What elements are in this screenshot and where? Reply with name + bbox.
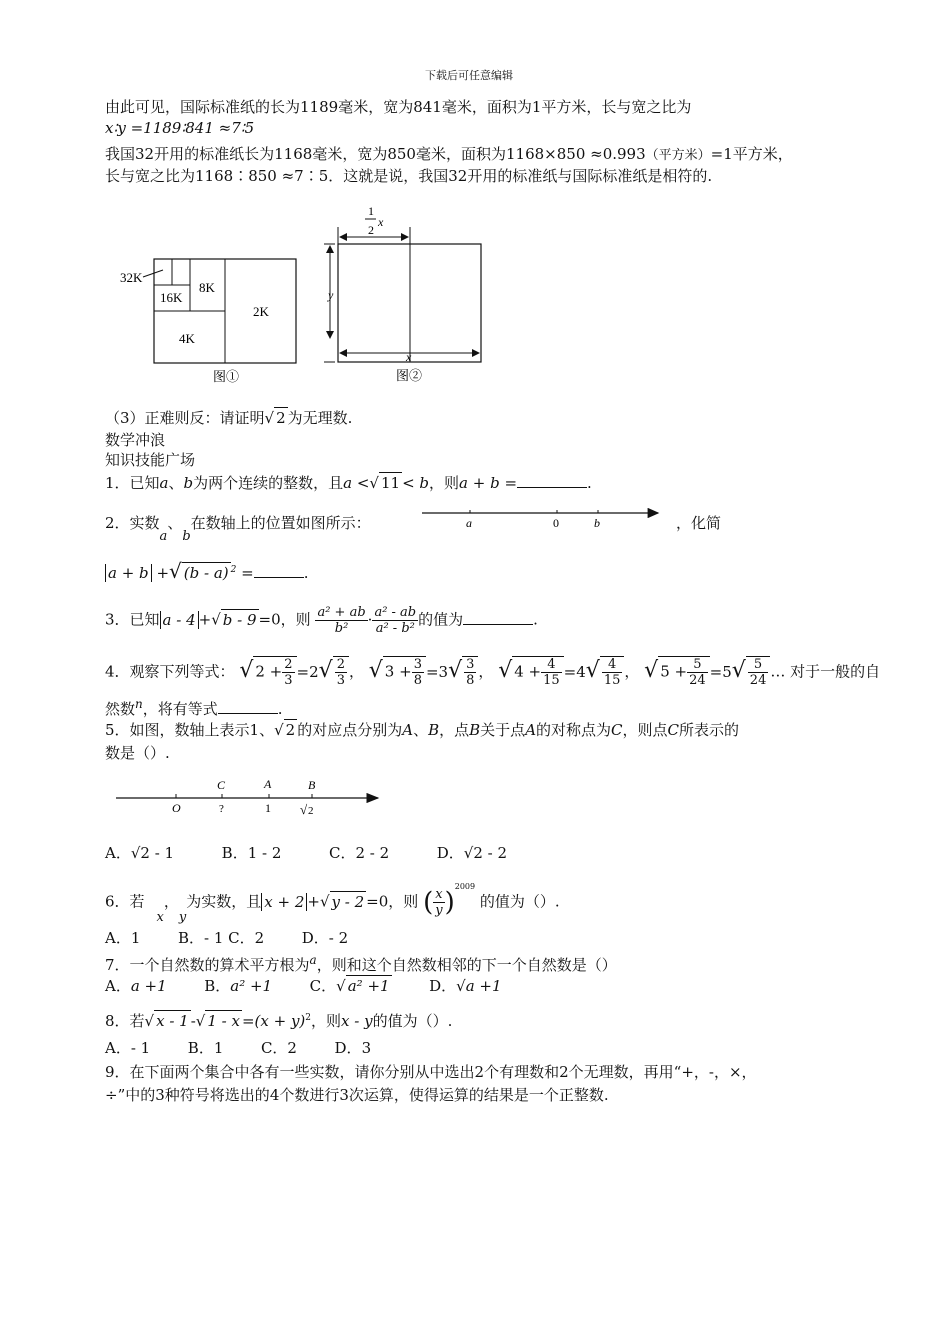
label-16k: 16K [160, 290, 183, 305]
ratio-intl: x∶y =1189∶841 ≈7∶5 [105, 119, 255, 137]
text: 平方米，长与宽之比为 [541, 98, 692, 116]
option-value: 2 [287, 1039, 297, 1057]
label-32k: 32K [120, 270, 143, 285]
option-c[interactable] [261, 1039, 297, 1057]
label-y: y [328, 288, 334, 302]
option-b[interactable] [188, 1039, 224, 1057]
math-expression: x - y [341, 1012, 373, 1030]
question-6 [105, 881, 560, 925]
option-b[interactable] [178, 929, 223, 947]
option-key: A． [105, 977, 131, 995]
option-value: a² +1 [347, 977, 390, 995]
option-key: B． [177, 929, 204, 947]
number: 3 [339, 1086, 349, 1104]
question-2 [105, 513, 371, 544]
question-3 [105, 605, 538, 636]
number: 841 [413, 98, 442, 116]
math-expression: 1168∶850 ≈7∶5 [195, 167, 329, 185]
option-value: 3 [361, 1039, 372, 1057]
sqrt-icon: √ [644, 657, 659, 683]
number: 4 [269, 1086, 280, 1104]
axis-label-a: a [466, 516, 472, 530]
text: . [303, 564, 309, 582]
answer-blank[interactable] [218, 699, 278, 714]
variable: x [156, 909, 164, 925]
option-a[interactable] [105, 844, 174, 862]
option-key: B． [187, 1039, 214, 1057]
option-value: 2 - 1 [140, 844, 175, 862]
equation-3 [498, 657, 624, 688]
radicand: 2 [285, 721, 296, 739]
exponent: 2 [230, 565, 237, 575]
text: 关于点 [480, 721, 526, 739]
sqrt-icon: √ [211, 610, 221, 629]
exponent: 2009 [454, 881, 476, 891]
text: 为无理数. [287, 409, 353, 427]
option-key: B． [204, 977, 231, 995]
text: 长与宽之比为 [105, 167, 196, 185]
label-8k: 8K [199, 280, 215, 295]
text: 毫米，宽为 [312, 145, 388, 163]
text: 为两个连续的整数，且 [193, 474, 344, 492]
text: ， [163, 892, 179, 911]
text: ，则 [280, 610, 311, 629]
text: 所表示的 [679, 721, 740, 739]
text: 我国 [105, 145, 136, 163]
text: 开用的标准纸长为 [154, 145, 275, 163]
equation-4 [644, 657, 770, 688]
option-value: 2 - 2 [473, 844, 508, 862]
option-key: C． [228, 929, 255, 947]
axis-label-zero: 0 [553, 516, 559, 530]
operator: + [198, 610, 212, 629]
text: 个有理数和 [484, 1063, 560, 1081]
denominator: y [435, 903, 443, 918]
axis-label-unknown: ? [219, 803, 224, 815]
variable: b [182, 529, 191, 544]
variable: n [135, 697, 143, 711]
text: 的值为 [418, 610, 464, 629]
option-key: A． [105, 1039, 131, 1057]
text: 的值为（）. [479, 892, 560, 911]
number: 850 [387, 145, 416, 163]
numerator: a² - ab [374, 605, 417, 620]
numerator: 2 [336, 657, 345, 672]
text: . [533, 610, 538, 629]
text: ，则 [429, 474, 460, 492]
fraction [433, 887, 444, 918]
number: 2 [474, 1063, 485, 1081]
number: 32 [448, 167, 468, 185]
variable: C [667, 721, 680, 739]
option-d[interactable] [335, 1039, 372, 1057]
text: 1．已知 [105, 474, 160, 492]
text: 、 [259, 721, 275, 739]
numerator: 5 [748, 657, 769, 673]
text: ，则点 [622, 721, 668, 739]
question-1 [105, 472, 592, 493]
fraction [315, 605, 367, 636]
option-value: 1 [130, 929, 141, 947]
paragraph-intl-paper [105, 97, 691, 117]
radicand: x - 1 [156, 1012, 189, 1030]
variable: y [178, 909, 187, 925]
axis-label-A: A [264, 777, 272, 791]
paragraph-cn-paper-line2 [105, 166, 712, 186]
denominator: 15 [603, 673, 621, 688]
text: ，将有等式 [142, 700, 218, 718]
text: （3）正难则反：请证明 [105, 409, 265, 427]
question-5-line2: 数是（）. [105, 744, 170, 762]
text: ，点 [439, 721, 470, 739]
text: 6．若 [105, 892, 145, 911]
text: ，则和这个自然数相邻的下一个自然数是（） [316, 956, 617, 974]
figure-caption: 图② [396, 368, 423, 383]
option-key: D． [301, 929, 329, 947]
text: . [277, 700, 283, 718]
operator: + [156, 564, 170, 582]
text: . [587, 474, 592, 492]
text: 在数轴上的位置如图所示： [190, 514, 371, 532]
answer-blank[interactable] [254, 563, 304, 578]
option-d[interactable] [429, 977, 501, 995]
question-5 [105, 719, 739, 740]
text: 个数进行 [279, 1086, 340, 1104]
text: 然数 [105, 700, 136, 718]
paragraph-cn-paper-line1 [105, 144, 793, 166]
option-key: D． [334, 1039, 362, 1057]
sqrt-icon: √ [195, 1012, 206, 1030]
denominator: 8 [413, 673, 422, 688]
question-7-options [105, 975, 502, 996]
text: ， [478, 662, 494, 681]
variable: A [402, 721, 414, 739]
option-key: B． [221, 844, 248, 862]
pointer-line [143, 270, 163, 277]
option-d[interactable] [302, 929, 348, 947]
absolute-value: a - 4 [160, 611, 199, 629]
operator: =0 [366, 892, 389, 911]
section-subheading: 知识技能广场 [105, 451, 196, 469]
axis-label-one: 1 [265, 801, 271, 815]
sqrt-icon: √ [731, 657, 746, 683]
numerator: 4 [541, 657, 562, 673]
option-value: - 1 [130, 1039, 151, 1057]
variable: B [469, 721, 481, 739]
option-value: 2 [254, 929, 265, 947]
answer-blank[interactable] [463, 610, 533, 625]
numerator: 3 [413, 657, 422, 672]
sqrt-icon: √ [498, 657, 513, 683]
absolute-value: a + b [105, 564, 152, 582]
text: 8．若 [105, 1012, 145, 1030]
question-2-expression [105, 560, 309, 583]
number: 1 [249, 721, 260, 739]
text: 的对应点分别为 [297, 721, 403, 739]
sqrt-icon: √ [144, 1012, 155, 1030]
text: 种符号将选出的 [164, 1086, 270, 1104]
text: 4．观察下列等式： [105, 662, 235, 681]
text: 由此可见，国际标准纸的长为 [105, 98, 301, 116]
option-key: C． [309, 977, 337, 995]
sqrt-icon: √ [300, 802, 308, 817]
option-d[interactable] [437, 844, 507, 862]
text: （平方米） [645, 148, 711, 163]
text: 9．在下面两个集合中各有一些实数，请你分别从中选出 [105, 1063, 475, 1081]
text: … 对于一般的自 [770, 662, 881, 681]
radicand: b - 9 [222, 610, 257, 629]
variable: b [183, 474, 194, 492]
answer-blank[interactable] [517, 473, 587, 488]
text: 2．实数 [105, 514, 160, 532]
text: 个无理数，再用“+，-，×， [568, 1063, 757, 1081]
section-3 [105, 407, 352, 428]
sqrt-icon: √ [239, 657, 254, 683]
question-8-options [105, 1038, 371, 1058]
number: 1 [531, 98, 542, 116]
text: ，则 [311, 1012, 342, 1030]
integer: 5 + [660, 662, 688, 681]
sqrt-icon: √ [585, 657, 600, 683]
figure-caption: 图① [213, 369, 240, 384]
half-numerator: 1 [368, 204, 374, 218]
option-value: a +1 [465, 977, 502, 995]
operator: =4 [563, 662, 586, 681]
radicand: y - 2 [331, 892, 365, 911]
numerator: x [433, 887, 444, 903]
math-expression: a < [343, 474, 370, 492]
variable: a [159, 474, 169, 492]
option-key: D． [436, 844, 464, 862]
option-value: 1 [213, 1039, 224, 1057]
figure-2-paper-dimensions [320, 198, 490, 388]
denominator: 24 [749, 673, 767, 688]
numerator: a² + ab [317, 605, 366, 620]
option-a[interactable] [105, 977, 167, 995]
number: 32 [135, 145, 155, 163]
text: 的对称点为 [536, 721, 612, 739]
denominator: 3 [284, 673, 293, 688]
text: 、 [413, 721, 429, 739]
sqrt-icon: √ [130, 844, 141, 862]
text: ．这就是说，我国 [328, 167, 449, 185]
operator: =2 [296, 662, 319, 681]
option-key: C． [260, 1039, 288, 1057]
exponent: 2 [305, 1013, 312, 1023]
text: 次运算，使得运算的结果是一个正整数. [348, 1086, 609, 1104]
sqrt-icon: √ [463, 844, 474, 862]
integer: 3 + [384, 662, 412, 681]
radicand: 2 [276, 409, 286, 427]
option-key: A． [105, 929, 131, 947]
operator: =0 [258, 610, 281, 629]
option-c[interactable] [329, 844, 389, 862]
sqrt-icon: √ [369, 474, 379, 492]
sqrt-icon: √ [274, 721, 284, 739]
text: 、 [168, 474, 184, 492]
option-key: D． [429, 977, 457, 995]
page-header: 下载后可任意编辑 [425, 69, 513, 82]
radicand: 11 [380, 474, 401, 492]
operator: =3 [425, 662, 449, 681]
math-expression: a + b = [459, 474, 518, 492]
text: 为实数，且 [186, 892, 262, 911]
radicand: (b - a) [183, 564, 229, 582]
section-heading: 数学冲浪 [105, 431, 166, 449]
text: 毫米，面积为 [441, 98, 532, 116]
number-line-q5 [112, 775, 387, 820]
number: 3 [155, 1086, 165, 1104]
operator: - [190, 1012, 196, 1030]
math-expression: =(x + y) [241, 1012, 306, 1030]
numerator: 4 [602, 657, 623, 673]
option-value: 1 - 2 [247, 844, 282, 862]
question-4 [105, 656, 880, 688]
sqrt-icon: √ [448, 657, 463, 683]
sqrt-icon: √ [336, 977, 346, 995]
operator: + [307, 892, 320, 911]
text: ÷”中的 [105, 1086, 156, 1104]
question-9-line2 [105, 1085, 609, 1105]
axis-label-O: O [172, 801, 181, 815]
text: ， [348, 662, 364, 681]
text: =1平方米， [710, 145, 793, 163]
denominator: b² [334, 621, 349, 636]
label-2k: 2K [253, 304, 269, 319]
denominator: 24 [689, 673, 706, 688]
label-x: x [406, 350, 412, 364]
text: 、 [167, 514, 183, 532]
figure-1-paper-sizes [110, 250, 310, 390]
sqrt-icon: √ [264, 409, 275, 427]
option-value: a² +1 [230, 977, 273, 995]
radicand: 1 - x [207, 1012, 240, 1030]
variable: a [309, 953, 317, 967]
option-c[interactable] [228, 929, 264, 947]
question-4-line2 [105, 694, 283, 719]
variable: C [611, 721, 623, 739]
axis-label-sqrt2: 2 [308, 805, 314, 817]
option-key: A． [105, 844, 131, 862]
half-denominator: 2 [368, 223, 374, 237]
denominator: 3 [336, 673, 345, 688]
option-key: C． [328, 844, 356, 862]
question-7 [105, 950, 617, 975]
operator: =5 [709, 662, 732, 681]
text: 5．如图，数轴上表示 [105, 721, 250, 739]
operator: · [367, 610, 373, 629]
option-value: a +1 [130, 977, 167, 995]
math-expression: 1168×850 ≈0.993 [505, 145, 646, 163]
left-paren: ( [423, 887, 434, 918]
option-b[interactable] [222, 844, 282, 862]
variable: A [525, 721, 537, 739]
number: 1168 [274, 145, 313, 163]
text: 毫米，宽为 [338, 98, 414, 116]
text: 7．一个自然数的算术平方根为 [105, 956, 310, 974]
denominator: a² - b² [375, 621, 415, 636]
option-b[interactable] [204, 977, 272, 995]
number-line-q2 [418, 502, 668, 532]
text: 开用的标准纸与国际标准纸是相符的. [467, 167, 713, 185]
axis-label-B: B [308, 778, 316, 792]
operator: = [241, 564, 254, 582]
option-a[interactable] [105, 1039, 150, 1057]
text: 3．已知 [105, 610, 160, 629]
text: 的值为（）. [372, 1012, 453, 1030]
absolute-value: x + 2 [261, 893, 307, 911]
option-value: - 1 [203, 929, 224, 947]
option-c[interactable] [310, 977, 392, 995]
question-9-line1 [105, 1062, 757, 1082]
sqrt-icon: √ [319, 892, 330, 911]
axis-label-C: C [217, 778, 226, 792]
sqrt-icon: √ [368, 657, 383, 683]
label-4k: 4K [179, 331, 195, 346]
option-value: 2 - 2 [355, 844, 390, 862]
numerator: 3 [466, 657, 475, 672]
half-variable: x [378, 215, 384, 229]
option-a[interactable] [105, 929, 140, 947]
question-6-options [105, 928, 348, 948]
number: 1189 [300, 98, 339, 116]
sqrt-icon: √ [456, 977, 466, 995]
sqrt-icon: √ [318, 657, 333, 683]
numerator: 2 [284, 657, 293, 672]
sqrt-icon: √ [169, 559, 182, 583]
question-2-tail: ，化简 [676, 514, 722, 532]
question-8 [105, 1008, 452, 1031]
text: 毫米，面积为 [415, 145, 506, 163]
number: 2 [559, 1063, 569, 1081]
integer: 4 + [514, 662, 542, 681]
numerator: 5 [687, 657, 708, 673]
right-paren: ) [444, 887, 455, 918]
integer: 2 + [255, 662, 283, 681]
math-expression: < b [402, 474, 430, 492]
variable: a [159, 529, 168, 544]
equation-2 [368, 657, 479, 688]
equation-1 [239, 657, 349, 688]
denominator: 8 [466, 673, 475, 688]
text: ， [624, 662, 640, 681]
fraction [372, 605, 418, 636]
text: ，则 [388, 892, 419, 911]
axis-label-b: b [594, 516, 600, 530]
question-5-options [105, 843, 507, 863]
option-value: - 2 [328, 929, 349, 947]
denominator: 15 [543, 673, 560, 688]
variable: B [428, 721, 440, 739]
